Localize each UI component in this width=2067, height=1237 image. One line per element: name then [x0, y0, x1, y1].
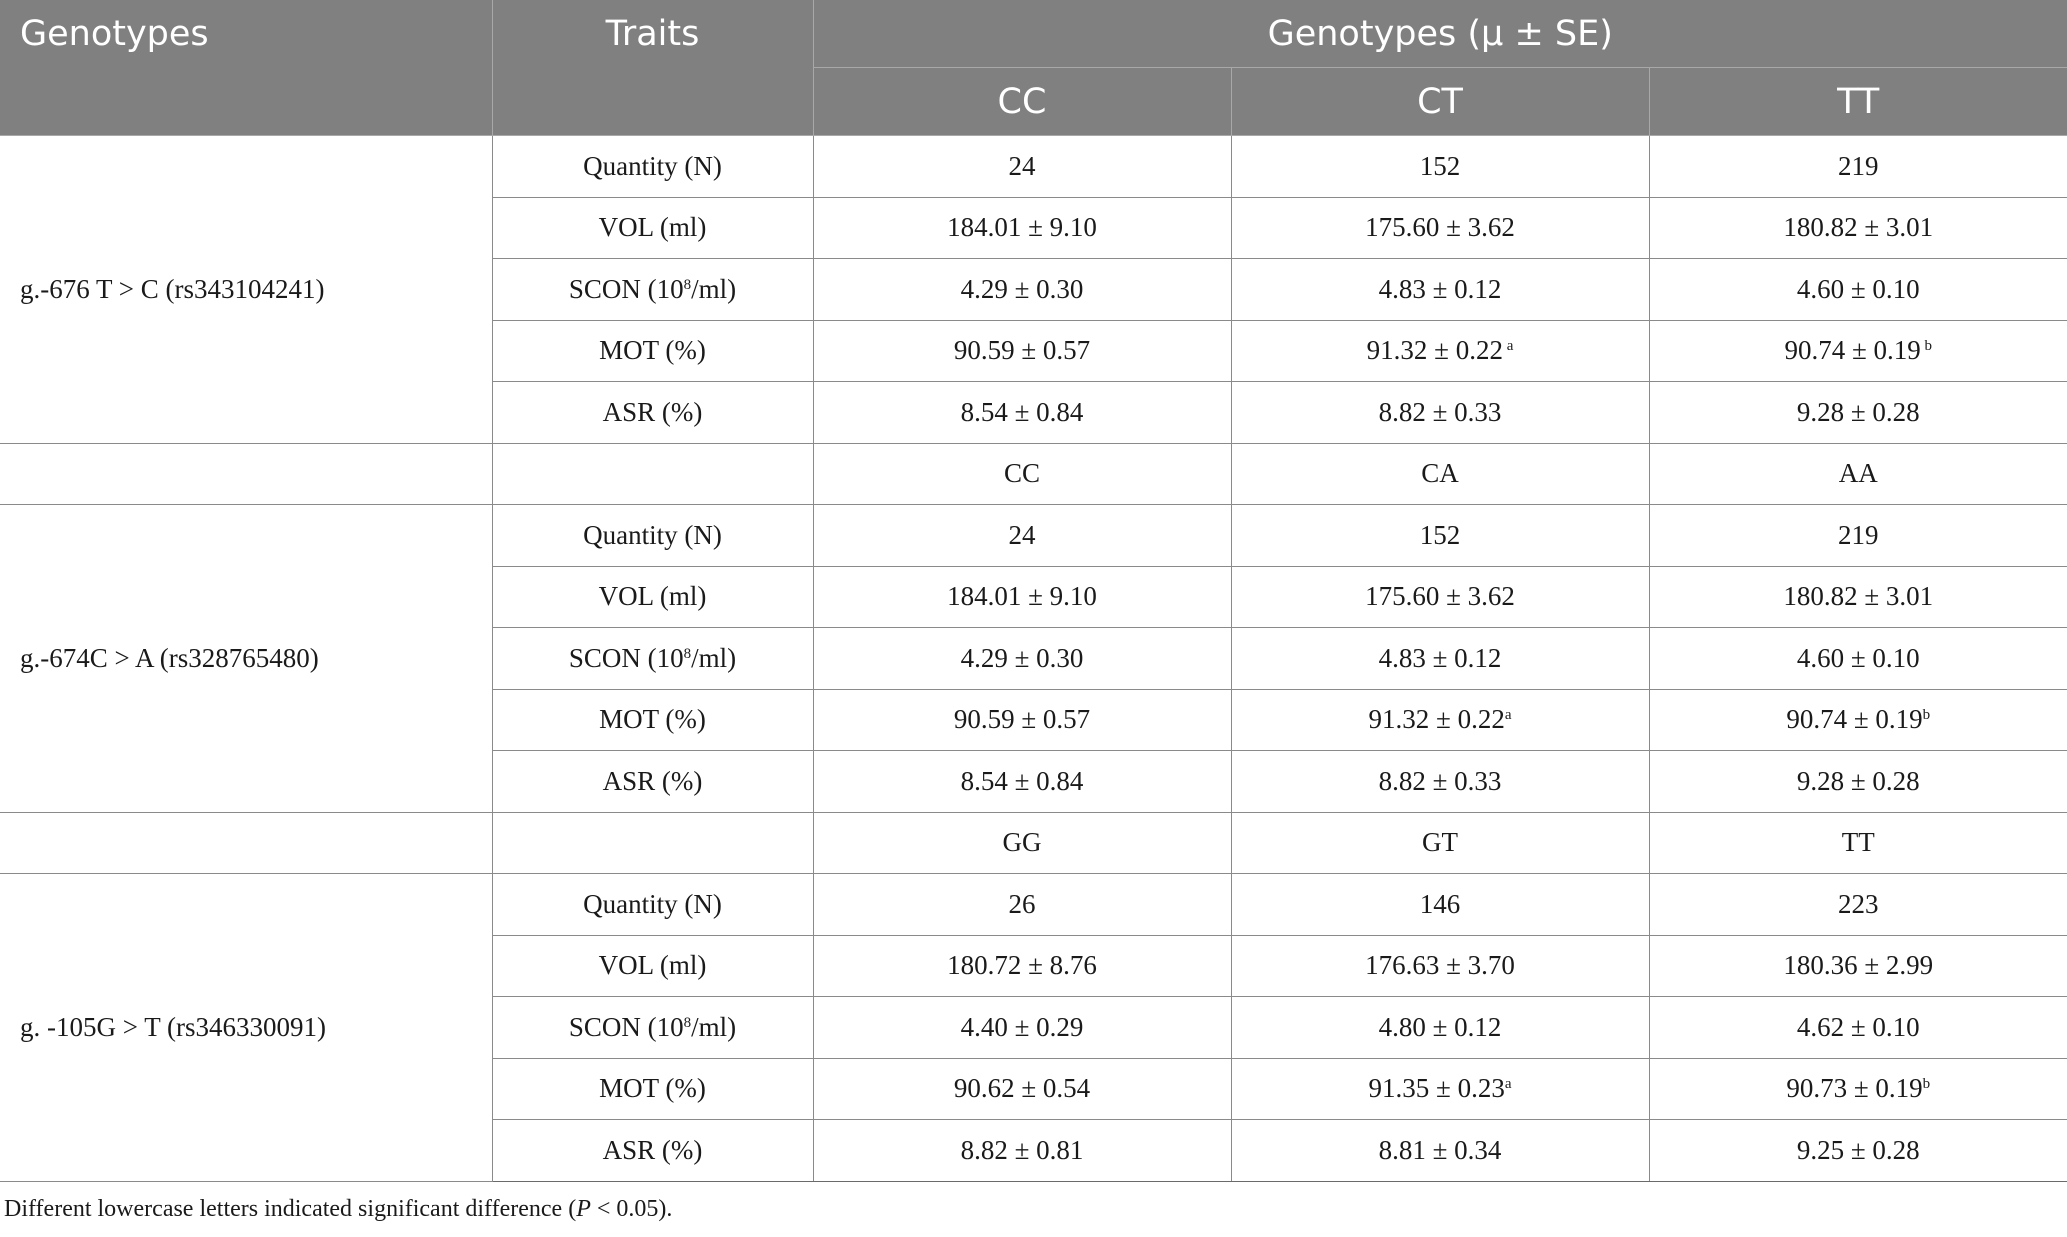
empty-cell [492, 443, 813, 505]
value-cell [813, 382, 1231, 444]
value-cell [813, 997, 1231, 1059]
genotype-label: GG [813, 812, 1231, 874]
significance-letter: b [1922, 1076, 1931, 1093]
trait-label: Quantity (N) [583, 150, 722, 181]
value: 9.28 ± 0.28 [1796, 765, 1920, 796]
value-cell [1649, 874, 2067, 936]
value-cell [813, 136, 1231, 198]
value-cell [1231, 689, 1649, 751]
significance-letter: a [1502, 338, 1514, 355]
trait-label: VOL (ml) [598, 212, 707, 243]
trait-cell [492, 689, 813, 751]
value-cell [1649, 259, 2067, 321]
value-cell [1649, 1058, 2067, 1120]
trait-superscript: 8 [683, 1014, 692, 1031]
table-footnote [4, 1196, 672, 1223]
header-genotypes: Genotypes [0, 0, 492, 136]
value: 90.73 ± 0.19 [1786, 1073, 1923, 1104]
header-genotype-group: Genotypes (μ ± SE) [813, 0, 2067, 68]
value-cell [813, 751, 1231, 813]
value: 90.74 ± 0.19 [1784, 335, 1921, 366]
trait-label-end: /ml) [691, 642, 737, 673]
trait-cell [492, 197, 813, 259]
value: 152 [1419, 150, 1461, 181]
header-ct: CT [1231, 68, 1649, 136]
value-cell [813, 874, 1231, 936]
value: 4.40 ± 0.29 [960, 1011, 1084, 1042]
value: 26 [1008, 888, 1036, 919]
trait-label: Quantity (N) [583, 888, 722, 919]
trait-label: VOL (ml) [598, 950, 707, 981]
value: 90.59 ± 0.57 [953, 335, 1091, 366]
value-cell [1231, 566, 1649, 628]
trait-label-end: /ml) [691, 273, 737, 304]
trait-cell [492, 935, 813, 997]
trait-label: MOT (%) [599, 335, 706, 366]
trait-cell [492, 1120, 813, 1182]
header-tt: TT [1649, 68, 2067, 136]
value: 4.62 ± 0.10 [1796, 1011, 1920, 1042]
value-cell [1649, 1120, 2067, 1182]
trait-label: ASR (%) [602, 765, 703, 796]
value-cell [813, 197, 1231, 259]
value-cell [1649, 136, 2067, 198]
value-cell [813, 1120, 1231, 1182]
value: 8.54 ± 0.84 [960, 765, 1084, 796]
footnote-text-end: < 0.05). [590, 1196, 673, 1222]
value: 184.01 ± 9.10 [947, 581, 1097, 612]
table-row [0, 874, 2067, 936]
trait-label: SCON (10 [568, 273, 684, 304]
value-cell [1649, 628, 2067, 690]
value-cell [1231, 259, 1649, 321]
value: 180.72 ± 8.76 [947, 950, 1097, 981]
header-cc: CC [813, 68, 1231, 136]
genotype-label: AA [1649, 443, 2067, 505]
value-cell [813, 689, 1231, 751]
footnote-p-symbol: P [576, 1196, 591, 1222]
trait-superscript: 8 [683, 645, 692, 662]
trait-cell [492, 997, 813, 1059]
value-cell [813, 1058, 1231, 1120]
trait-label: MOT (%) [599, 1073, 706, 1104]
value: 176.63 ± 3.70 [1365, 950, 1515, 981]
trait-label: MOT (%) [599, 704, 706, 735]
locus-cell: g.-676 T > C (rs343104241) [0, 136, 492, 444]
value: 8.82 ± 0.81 [960, 1134, 1084, 1165]
value: 90.74 ± 0.19 [1786, 704, 1923, 735]
value-cell [1649, 566, 2067, 628]
value: 90.62 ± 0.54 [953, 1073, 1091, 1104]
value: 4.83 ± 0.12 [1378, 273, 1502, 304]
trait-cell [492, 259, 813, 321]
trait-cell [492, 874, 813, 936]
trait-cell [492, 751, 813, 813]
trait-label-end: /ml) [691, 1011, 737, 1042]
value-cell [813, 505, 1231, 567]
value-cell [1231, 505, 1649, 567]
trait-cell [492, 320, 813, 382]
value-cell [1231, 382, 1649, 444]
significance-letter: a [1504, 1076, 1512, 1093]
significance-letter: a [1504, 707, 1512, 724]
trait-cell [492, 628, 813, 690]
significance-letter: b [1922, 707, 1931, 724]
value-cell [1231, 1120, 1649, 1182]
value: 219 [1838, 519, 1879, 550]
value: 180.82 ± 3.01 [1783, 212, 1934, 243]
trait-label: VOL (ml) [598, 581, 707, 612]
empty-cell [0, 443, 492, 505]
value: 8.54 ± 0.84 [960, 396, 1084, 427]
value: 91.32 ± 0.22 [1368, 704, 1505, 735]
locus-cell: g. -105G > T (rs346330091) [0, 874, 492, 1182]
value-cell [813, 259, 1231, 321]
value: 9.28 ± 0.28 [1796, 396, 1920, 427]
empty-cell [492, 812, 813, 874]
value-cell [1649, 751, 2067, 813]
value: 90.59 ± 0.57 [953, 704, 1091, 735]
trait-cell [492, 505, 813, 567]
value: 4.29 ± 0.30 [960, 273, 1084, 304]
value: 24 [1008, 519, 1036, 550]
value: 24 [1008, 150, 1036, 181]
trait-cell [492, 136, 813, 198]
genotype-label: CC [813, 443, 1231, 505]
trait-superscript: 8 [683, 276, 692, 293]
genotype-label: CA [1231, 443, 1649, 505]
value: 180.36 ± 2.99 [1783, 950, 1934, 981]
value: 152 [1419, 519, 1461, 550]
value-cell [1231, 320, 1649, 382]
value-cell [1649, 935, 2067, 997]
trait-label: SCON (10 [568, 1011, 684, 1042]
empty-cell [0, 812, 492, 874]
value-cell [813, 935, 1231, 997]
value: 219 [1838, 150, 1879, 181]
value: 4.80 ± 0.12 [1378, 1011, 1502, 1042]
value: 146 [1419, 888, 1461, 919]
value-cell [813, 628, 1231, 690]
trait-cell [492, 382, 813, 444]
value: 175.60 ± 3.62 [1365, 212, 1515, 243]
value-cell [813, 320, 1231, 382]
value-cell [1649, 689, 2067, 751]
genotype-subheader-row [0, 812, 2067, 874]
locus-cell: g.-674C > A (rs328765480) [0, 505, 492, 813]
value: 8.82 ± 0.33 [1378, 765, 1502, 796]
significance-letter: b [1920, 338, 1933, 355]
genotype-label: GT [1231, 812, 1649, 874]
trait-cell [492, 1058, 813, 1120]
value: 91.35 ± 0.23 [1368, 1073, 1505, 1104]
genotype-subheader-row [0, 443, 2067, 505]
value: 8.82 ± 0.33 [1378, 396, 1502, 427]
footnote-text: Different lowercase letters indicated significant difference ( [4, 1196, 577, 1222]
value-cell [1649, 997, 2067, 1059]
value-cell [1649, 505, 2067, 567]
header-traits: Traits [492, 0, 813, 136]
value-cell [1231, 751, 1649, 813]
value: 4.29 ± 0.30 [960, 642, 1084, 673]
value-cell [1231, 935, 1649, 997]
value: 4.83 ± 0.12 [1378, 642, 1502, 673]
value: 223 [1838, 888, 1879, 919]
trait-label: ASR (%) [602, 396, 703, 427]
value-cell [1231, 197, 1649, 259]
value-cell [1231, 997, 1649, 1059]
value-cell [1649, 197, 2067, 259]
value-cell [813, 566, 1231, 628]
value-cell [1649, 382, 2067, 444]
trait-label: Quantity (N) [583, 519, 722, 550]
value-cell [1231, 136, 1649, 198]
value: 9.25 ± 0.28 [1796, 1134, 1920, 1165]
trait-cell [492, 566, 813, 628]
value-cell [1231, 874, 1649, 936]
value: 4.60 ± 0.10 [1796, 273, 1920, 304]
table-row [0, 136, 2067, 198]
value: 8.81 ± 0.34 [1378, 1134, 1502, 1165]
value: 184.01 ± 9.10 [947, 212, 1097, 243]
value-cell [1231, 1058, 1649, 1120]
value: 180.82 ± 3.01 [1783, 581, 1934, 612]
value-cell [1231, 628, 1649, 690]
trait-label: SCON (10 [568, 642, 684, 673]
trait-label: ASR (%) [602, 1134, 703, 1165]
value-cell [1649, 320, 2067, 382]
value: 175.60 ± 3.62 [1365, 581, 1515, 612]
value: 4.60 ± 0.10 [1796, 642, 1920, 673]
table-row [0, 505, 2067, 567]
genotype-label: TT [1649, 812, 2067, 874]
value: 91.32 ± 0.22 [1366, 335, 1503, 366]
